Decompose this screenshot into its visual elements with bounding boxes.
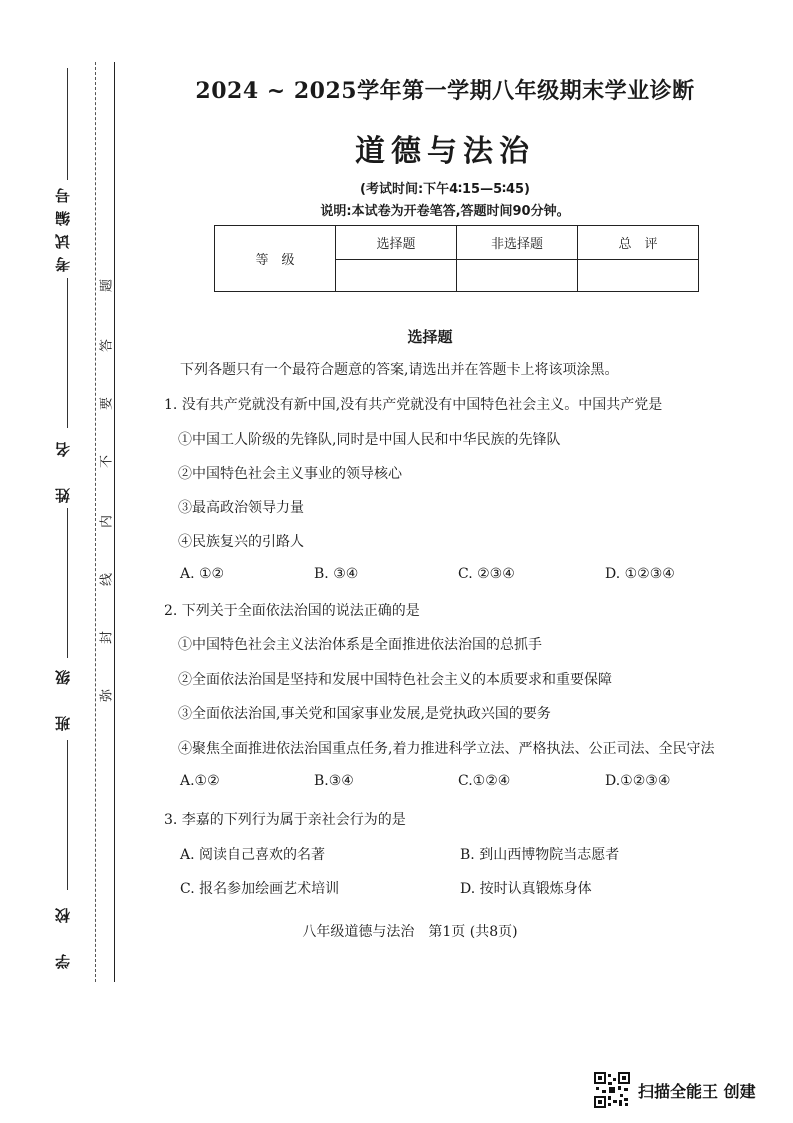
option-d[interactable]: D.①②③④ — [605, 773, 671, 789]
statement: ③全面依法治国,事关党和国家事业发展,是党执政兴国的要务 — [178, 706, 551, 722]
statement: ②中国特色社会主义事业的领导核心 — [178, 466, 402, 482]
seal-char: 答 — [99, 339, 115, 353]
option-a[interactable]: A. ①② — [180, 566, 225, 582]
page-footer: 八年级道德与法治 第1页 (共8页) — [302, 924, 518, 940]
statement: ②全面依法治国是坚持和发展中国特色社会主义的本质要求和重要保障 — [178, 672, 612, 688]
option-d[interactable]: D. 按时认真锻炼身体 — [460, 881, 592, 897]
class-label: 班 级 — [54, 662, 72, 731]
statement: ④聚焦全面推进依法治国重点任务,着力推进科学立法、严格执法、公正司法、全民守法 — [178, 741, 715, 757]
option-d[interactable]: D. ①②③④ — [605, 566, 675, 582]
option-a[interactable]: A.①② — [180, 773, 220, 789]
scanner-watermark — [594, 1070, 756, 1110]
qr-code-icon — [594, 1072, 630, 1108]
score-cell-choice[interactable] — [336, 260, 457, 292]
grade-label: 等 级 — [215, 226, 336, 292]
watermark-text: 扫描全能王 创建 — [638, 1081, 756, 1101]
score-col-choice: 选择题 — [336, 226, 457, 260]
seal-char: 内 — [99, 515, 115, 529]
exam-title: 2024 ~ 2025学年第一学期八年级期末学业诊断 — [195, 78, 695, 104]
seal-char: 弥 — [99, 689, 115, 703]
option-b[interactable]: B. ③④ — [314, 566, 359, 582]
exam-id-line — [67, 68, 68, 180]
seal-char: 不 — [99, 455, 115, 469]
score-cell-total[interactable] — [578, 260, 699, 292]
seal-char: 封 — [99, 631, 115, 645]
section-instruction: 下列各题只有一个最符合题意的答案,请选出并在答题卡上将该项涂黑。 — [180, 362, 619, 378]
statement: ①中国工人阶级的先锋队,同时是中国人民和中华民族的先锋队 — [178, 432, 561, 448]
score-cell-nonchoice[interactable] — [457, 260, 578, 292]
seal-char: 题 — [99, 279, 115, 293]
score-table — [214, 225, 699, 292]
option-a[interactable]: A. 阅读自己喜欢的名著 — [180, 847, 326, 863]
question-stem: 3. 李嘉的下列行为属于亲社会行为的是 — [164, 812, 406, 828]
option-b[interactable]: B. 到山西博物院当志愿者 — [460, 847, 620, 863]
name-line — [67, 278, 68, 428]
question-stem: 1. 没有共产党就没有新中国,没有共产党就没有中国特色社会主义。中国共产党是 — [164, 397, 663, 413]
exam-time: (考试时间:下午4∶15—5∶45) — [360, 182, 530, 197]
exam-note: 说明:本试卷为开卷笔答,答题时间90分钟。 — [320, 204, 570, 219]
class-line — [67, 508, 68, 658]
name-label: 姓 名 — [54, 434, 72, 503]
option-b[interactable]: B.③④ — [314, 773, 354, 789]
option-c[interactable]: C.①②④ — [458, 773, 511, 789]
seal-char: 线 — [99, 573, 115, 587]
exam-id-label: 考试编号 — [54, 180, 72, 272]
option-c[interactable]: C. 报名参加绘画艺术培训 — [180, 881, 340, 897]
statement: ③最高政治领导力量 — [178, 500, 304, 516]
score-col-nonchoice: 非选择题 — [457, 226, 578, 260]
statement: ④民族复兴的引路人 — [178, 534, 304, 550]
statement: ①中国特色社会主义法治体系是全面推进依法治国的总抓手 — [178, 637, 542, 653]
school-label: 学 校 — [54, 900, 72, 969]
option-c[interactable]: C. ②③④ — [458, 566, 515, 582]
section-title: 选择题 — [407, 328, 453, 346]
question-stem: 2. 下列关于全面依法治国的说法正确的是 — [164, 603, 420, 619]
school-line — [67, 740, 68, 890]
score-col-total: 总 评 — [578, 226, 699, 260]
seal-char: 要 — [99, 397, 115, 411]
subject-title: 道德与法治 — [355, 134, 535, 169]
